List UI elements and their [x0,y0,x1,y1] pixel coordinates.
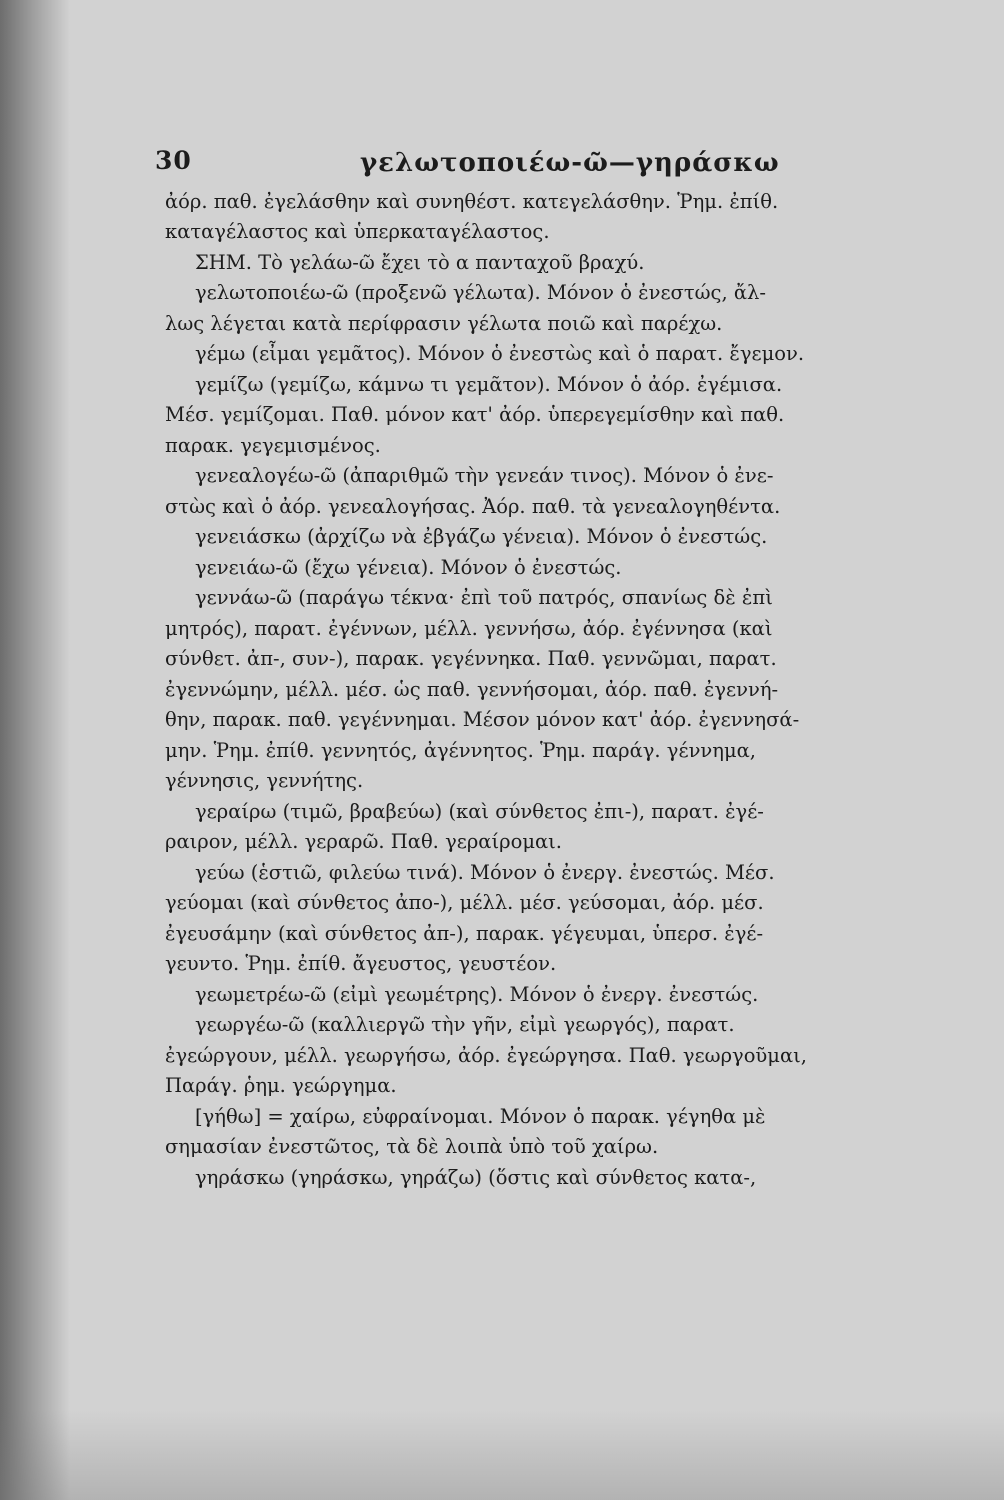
text-line: Μέσ. γεμίζομαι. Παθ. μόνον κατ' ἀόρ. ὑπερεγεμίσθην καὶ παθ. [165,403,785,426]
dictionary-entry-line: γεμίζω (γεμίζω, κάμνω τι γεμᾶτον). Μόνον ὁ ἀόρ. ἐγέμισα. [195,373,783,396]
dictionary-entry-line: γεωμετρέω-ῶ (εἰμὶ γεωμέτρης). Μόνον ὁ ἐνεργ. ἐνεστώς. [195,983,759,1006]
dictionary-entry-line: γεραίρω (τιμῶ, βραβεύω) (καὶ σύνθετος ἐπι-), παρατ. ἐγέ- [195,800,764,823]
dictionary-entry-line: γενειάσκω (ἀρχίζω νὰ ἐβγάζω γένεια). Μόνον ὁ ἐνεστώς. [195,525,768,548]
page-gutter-shadow [0,0,70,1500]
text-line: σύνθετ. ἀπ-, συν-), παρακ. γεγέννηκα. Παθ. γεννῶμαι, παρατ. [165,647,777,670]
page-bottom-shade [0,1410,1004,1500]
text-line: καταγέλαστος καὶ ὑπερκαταγέλαστος. [165,220,550,243]
text-line: μην. Ῥημ. ἐπίθ. γεννητός, ἀγέννητος. Ῥημ. παράγ. γέννημα, [165,739,756,762]
dictionary-entry-line: γελωτοποιέω-ῶ (προξενῶ γέλωτα). Μόνον ὁ ἐνεστώς, ἄλ- [195,281,766,304]
text-line: στὼς καὶ ὁ ἀόρ. γενεαλογήσας. Ἀόρ. παθ. τὰ γενεαλογηθέντα. [165,495,781,518]
text-line: γευντο. Ῥημ. ἐπίθ. ἄγευστος, γευστέον. [165,952,557,975]
dictionary-entry-line: γέμω (εἶμαι γεμᾶτος). Μόνον ὁ ἐνεστὼς καὶ ὁ παρατ. ἔγεμον. [195,342,805,365]
text-line: ἀόρ. παθ. ἐγελάσθην καὶ συνηθέστ. κατεγελάσθην. Ῥημ. ἐπίθ. [165,190,779,213]
dictionary-entry-line: γενειάω-ῶ (ἔχω γένεια). Μόνον ὁ ἐνεστώς. [195,556,622,579]
text-line: ἐγεώργουν, μέλλ. γεωργήσω, ἀόρ. ἐγεώργησα. Παθ. γεωργοῦμαι, [165,1044,807,1067]
text-line: θην, παρακ. παθ. γεγέννημαι. Μέσον μόνον κατ' ἀόρ. ἐγεννησά- [165,708,800,731]
dictionary-entry-line: γεύω (ἑστιῶ, φιλεύω τινά). Μόνον ὁ ἐνεργ. ἐνεστώς. Μέσ. [195,861,775,884]
dictionary-entry-line: γενεαλογέω-ῶ (ἀπαριθμῶ τὴν γενεάν τινος). Μόνον ὁ ἐνε- [195,464,774,487]
page-number: 30 [155,146,192,175]
dictionary-entry-line: γεννάω-ῶ (παράγω τέκνα· ἐπὶ τοῦ πατρός, σπανίως δὲ ἐπὶ [195,586,773,609]
text-line: ραιρον, μέλλ. γεραρῶ. Παθ. γεραίρομαι. [165,830,563,853]
text-line: μητρός), παρατ. ἐγέννων, μέλλ. γεννήσω, ἀόρ. ἐγέννησα (καὶ [165,617,773,640]
dictionary-entry-line: [γήθω] = χαίρω, εὐφραίνομαι. Μόνον ὁ παρακ. γέγηθα μὲ [195,1105,766,1128]
text-line: Παράγ. ῥημ. γεώργημα. [165,1074,397,1097]
text-line: γεύομαι (καὶ σύνθετος ἀπο-), μέλλ. μέσ. γεύσομαι, ἀόρ. μέσ. [165,891,764,914]
running-head: γελωτοποιέω-ῶ—γηράσκω [360,148,780,178]
text-line: παρακ. γεγεμισμένος. [165,434,381,457]
text-line: λως λέγεται κατὰ περίφρασιν γέλωτα ποιῶ καὶ παρέχω. [165,312,723,335]
dictionary-entry-line: γηράσκω (γηράσκω, γηράζω) (ὅστις καὶ σύνθετος κατα-, [195,1166,757,1189]
text-line: ἐγεννώμην, μέλλ. μέσ. ὡς παθ. γεννήσομαι, ἀόρ. παθ. ἐγεννή- [165,678,779,701]
text-line: γέννησις, γεννήτης. [165,769,364,792]
dictionary-entry-line: γεωργέω-ῶ (καλλιεργῶ τὴν γῆν, εἰμὶ γεωργός), παρατ. [195,1013,735,1036]
text-line: σημασίαν ἐνεστῶτος, τὰ δὲ λοιπὰ ὑπὸ τοῦ χαίρω. [165,1135,659,1158]
text-line: ΣΗΜ. Τὸ γελάω-ῶ ἔχει τὸ α πανταχοῦ βραχύ. [195,251,645,274]
text-line: ἐγευσάμην (καὶ σύνθετος ἀπ-), παρακ. γέγευμαι, ὑπερσ. ἐγέ- [165,922,764,945]
